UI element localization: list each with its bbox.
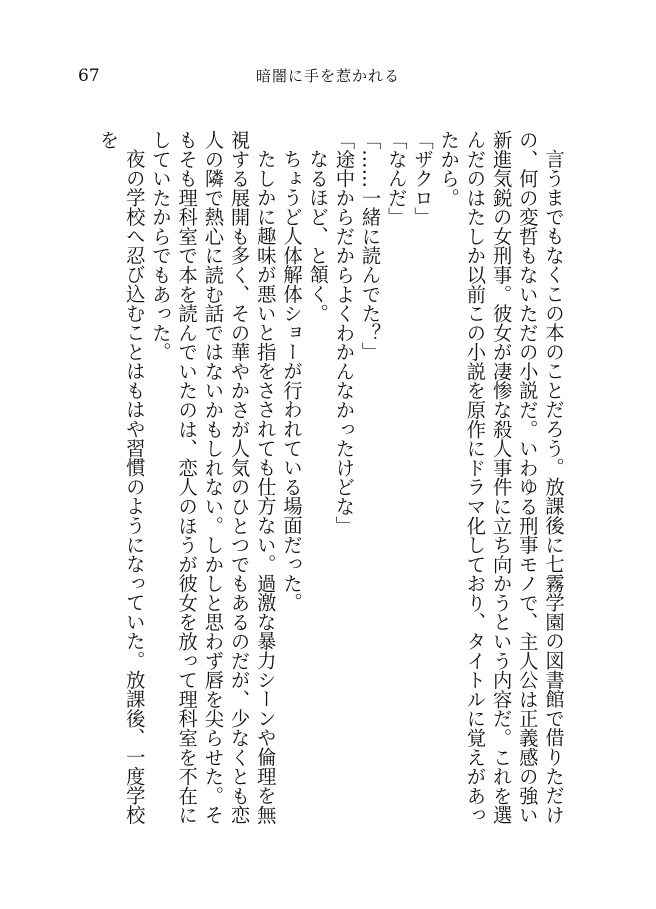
- dialogue-line: 「途中からだからよくわかんなかったけどな」: [332, 130, 356, 536]
- paragraph: たしかに趣味が悪いと指をさされても仕方ない。過激な暴力シーンや倫理を無視する展開も多く、その華やかさが人気のひとつでもあるのだが、少なくとも恋人の隣で熱心に読む話ではないかもしれない。しかしと思わず唇を尖らせた。そもそも理科室で本を読んでいたのは、恋人のほうが彼女を放って理科室を不在にしていたからでもあった。: [148, 130, 277, 825]
- paragraph: 夜の学校へ忍び込むことはもはや習慣のようになっていた。放課後、一度学校を: [96, 130, 146, 825]
- paragraph: なるほど、と頷く。: [306, 149, 330, 323]
- paragraph: 言うまでもなくこの本のことだろう。放課後に七霧学園の図書館で借りただけの、何の変哲もないただの小説だ。いわゆる刑事モノで、主人公は正義感の強い新進気鋭の女刑事。彼女が凄惨な殺人事件に立ち向かうという内容だ。これを選んだのはたしか以前この小説を原作にドラマ化しており、タイトルに覚えがあったから。: [437, 130, 565, 825]
- dialogue-line: 「なんだ」: [384, 130, 408, 227]
- running-head-title: 暗闇に手を惹かれる: [255, 67, 400, 85]
- body-text: [96, 130, 566, 830]
- dialogue-line: 「……一緒に読んでた？」: [358, 130, 382, 362]
- page-number: 67: [78, 66, 100, 86]
- paragraph: ちょうど人体解体ショーが行われている場面だった。: [279, 149, 303, 613]
- dialogue-line: 「ザクロ」: [410, 130, 434, 227]
